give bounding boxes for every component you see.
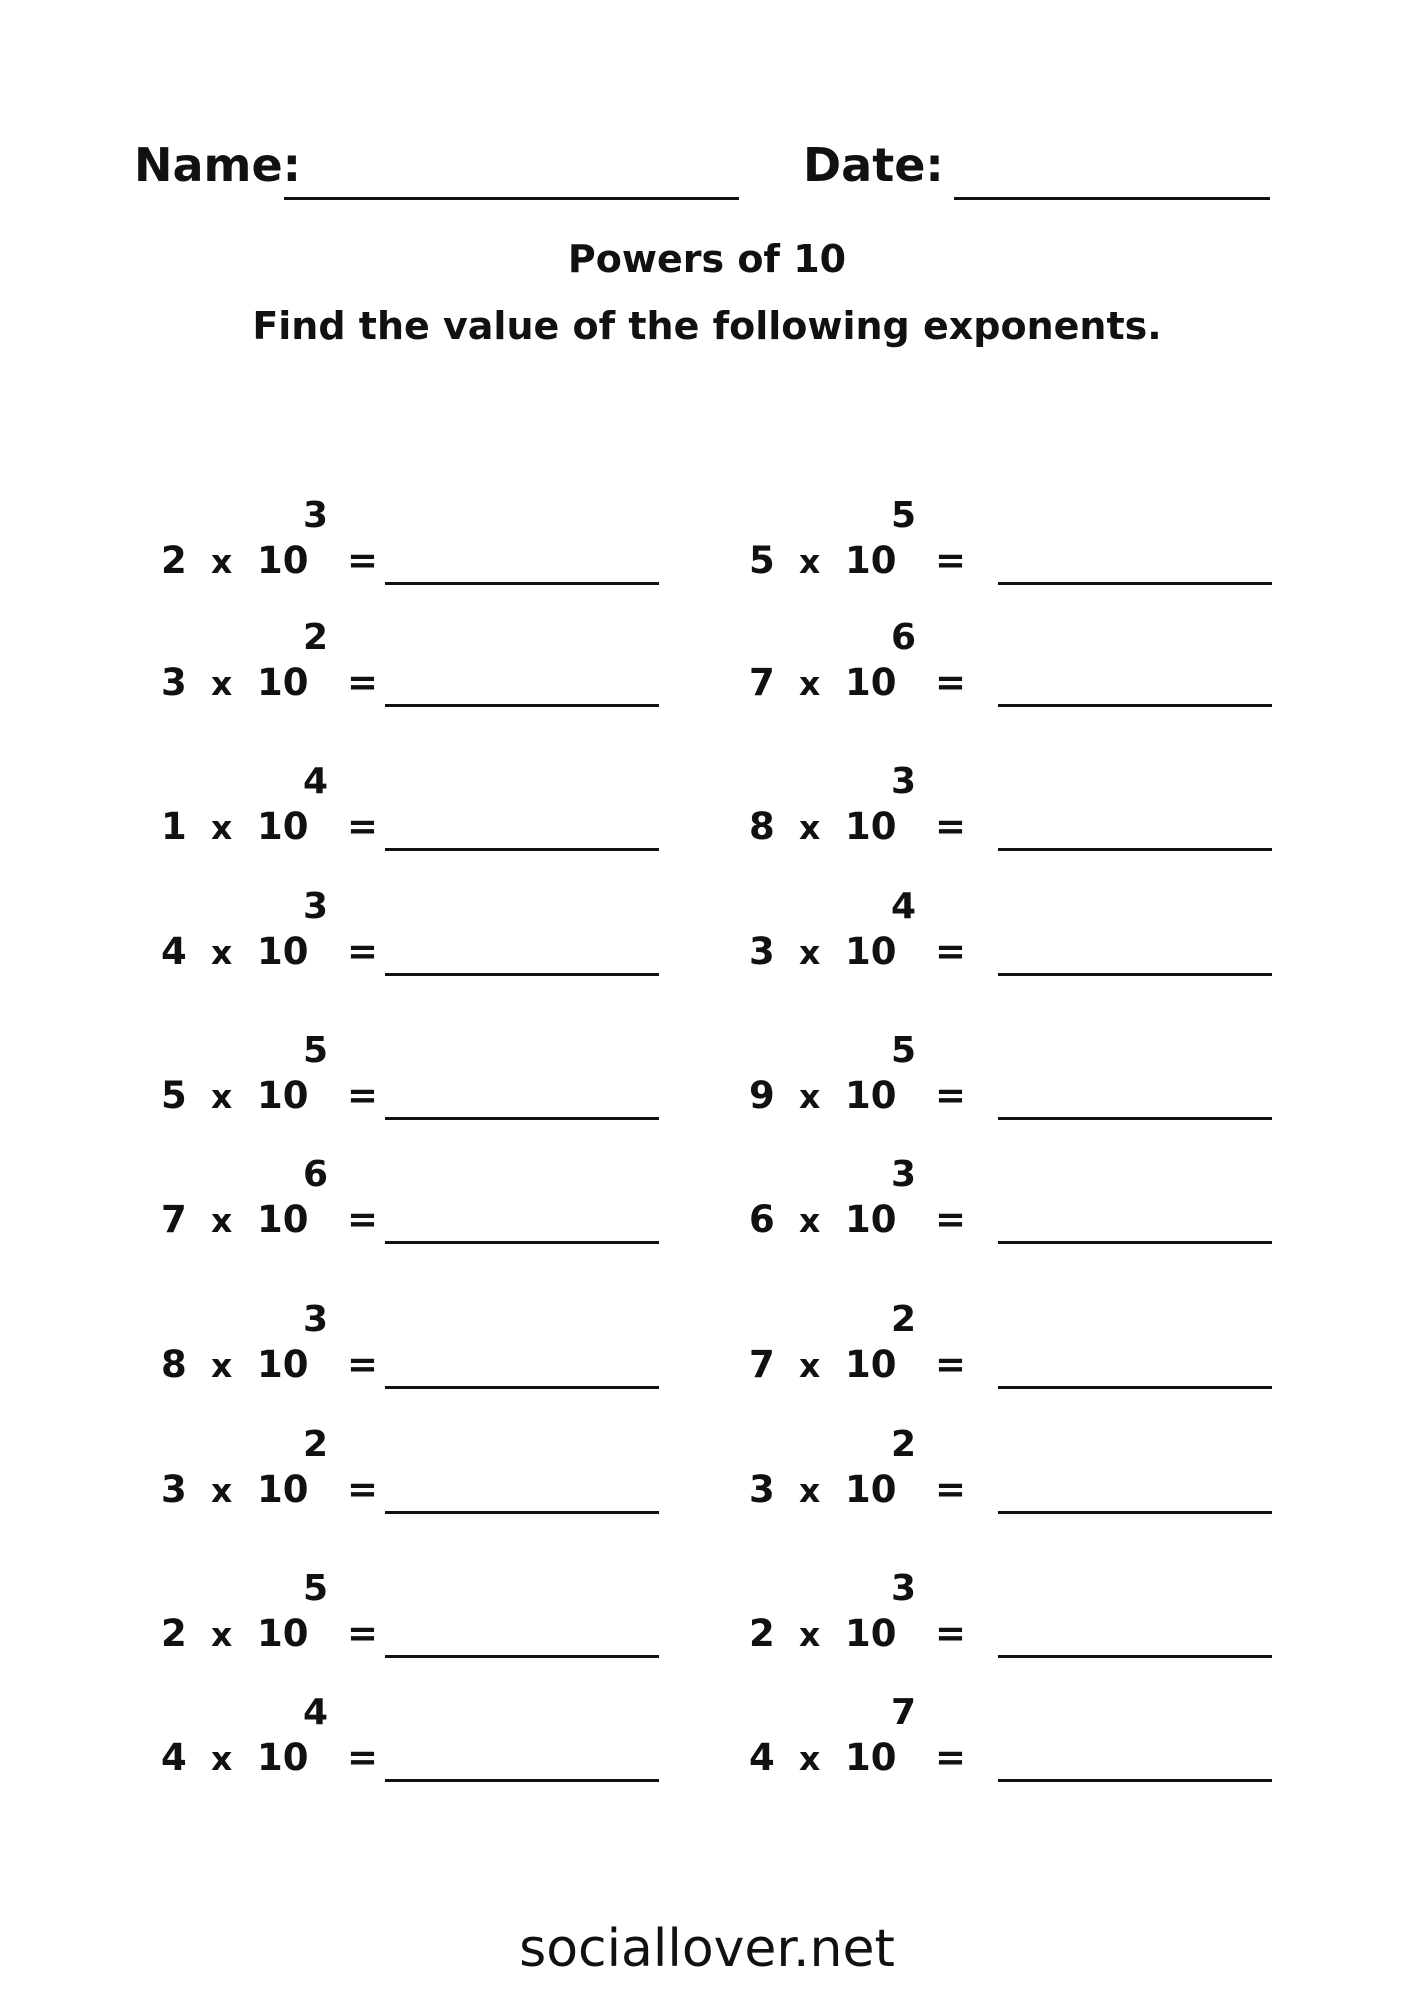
equals-sign: =: [935, 805, 967, 848]
equals-sign: =: [935, 1343, 967, 1386]
date-blank-line[interactable]: [954, 197, 1270, 200]
problem-row: [161, 1030, 721, 1133]
answer-blank-line[interactable]: [998, 1386, 1272, 1389]
multiply-sign: x: [799, 664, 821, 703]
problem-base: 10: [845, 1074, 897, 1117]
multiply-sign: x: [211, 1346, 233, 1385]
multiply-sign: x: [211, 933, 233, 972]
problem-coefficient: 2: [749, 1612, 775, 1655]
problem-row: [161, 1568, 721, 1671]
problem-base: 10: [257, 1736, 309, 1779]
problem-exponent: 2: [891, 1299, 917, 1340]
problem-coefficient: 8: [161, 1343, 187, 1386]
problem-exponent: 6: [303, 1154, 329, 1195]
problem-row: [161, 886, 721, 989]
problem-exponent: 2: [891, 1424, 917, 1465]
problem-coefficient: 1: [161, 805, 187, 848]
multiply-sign: x: [211, 1201, 233, 1240]
problem-base: 10: [845, 1198, 897, 1241]
problem-coefficient: 2: [161, 1612, 187, 1655]
answer-blank-line[interactable]: [998, 582, 1272, 585]
problem-exponent: 7: [891, 1692, 917, 1733]
problem-exponent: 4: [303, 761, 329, 802]
problem-row: [161, 1692, 721, 1795]
multiply-sign: x: [211, 664, 233, 703]
problem-exponent: 2: [303, 1424, 329, 1465]
equals-sign: =: [935, 661, 967, 704]
problem-base: 10: [257, 1468, 309, 1511]
multiply-sign: x: [799, 1471, 821, 1510]
worksheet-instructions: Find the value of the following exponents.: [252, 304, 1162, 348]
problem-coefficient: 7: [161, 1198, 187, 1241]
equals-sign: =: [347, 1343, 379, 1386]
problem-base: 10: [257, 1198, 309, 1241]
equals-sign: =: [347, 661, 379, 704]
problem-row: [749, 1568, 1309, 1671]
answer-blank-line[interactable]: [998, 704, 1272, 707]
problem-base: 10: [257, 930, 309, 973]
equals-sign: =: [347, 1612, 379, 1655]
answer-blank-line[interactable]: [385, 1511, 659, 1514]
multiply-sign: x: [211, 1471, 233, 1510]
problem-row: [161, 761, 721, 864]
problem-base: 10: [257, 805, 309, 848]
multiply-sign: x: [799, 1346, 821, 1385]
problem-coefficient: 4: [749, 1736, 775, 1779]
problem-row: [749, 1030, 1309, 1133]
problem-coefficient: 5: [749, 539, 775, 582]
problem-row: [161, 1299, 721, 1402]
problem-coefficient: 5: [161, 1074, 187, 1117]
multiply-sign: x: [211, 1739, 233, 1778]
problem-row: [749, 1424, 1309, 1527]
problem-exponent: 3: [303, 495, 329, 536]
problem-exponent: 6: [891, 617, 917, 658]
answer-blank-line[interactable]: [998, 1779, 1272, 1782]
problem-row: [749, 617, 1309, 720]
equals-sign: =: [935, 1074, 967, 1117]
answer-blank-line[interactable]: [998, 848, 1272, 851]
answer-blank-line[interactable]: [385, 1655, 659, 1658]
footer-website: sociallover.net: [519, 1919, 895, 1979]
multiply-sign: x: [211, 542, 233, 581]
problem-exponent: 5: [891, 495, 917, 536]
problem-coefficient: 7: [749, 1343, 775, 1386]
equals-sign: =: [347, 1736, 379, 1779]
problem-base: 10: [845, 1468, 897, 1511]
problem-base: 10: [845, 1343, 897, 1386]
problem-base: 10: [845, 930, 897, 973]
answer-blank-line[interactable]: [385, 1117, 659, 1120]
problem-coefficient: 9: [749, 1074, 775, 1117]
problem-coefficient: 8: [749, 805, 775, 848]
answer-blank-line[interactable]: [998, 1655, 1272, 1658]
equals-sign: =: [347, 539, 379, 582]
answer-blank-line[interactable]: [385, 582, 659, 585]
answer-blank-line[interactable]: [385, 848, 659, 851]
problem-coefficient: 4: [161, 1736, 187, 1779]
problem-base: 10: [845, 1736, 897, 1779]
equals-sign: =: [347, 1468, 379, 1511]
problem-exponent: 2: [303, 617, 329, 658]
problem-row: [749, 761, 1309, 864]
name-blank-line[interactable]: [284, 197, 739, 200]
equals-sign: =: [935, 1198, 967, 1241]
multiply-sign: x: [799, 1739, 821, 1778]
problem-coefficient: 3: [161, 1468, 187, 1511]
multiply-sign: x: [799, 1615, 821, 1654]
problem-exponent: 4: [303, 1692, 329, 1733]
multiply-sign: x: [799, 808, 821, 847]
problem-base: 10: [845, 539, 897, 582]
multiply-sign: x: [799, 1201, 821, 1240]
problem-coefficient: 2: [161, 539, 187, 582]
problem-base: 10: [257, 1612, 309, 1655]
equals-sign: =: [935, 930, 967, 973]
multiply-sign: x: [799, 1077, 821, 1116]
multiply-sign: x: [799, 542, 821, 581]
answer-blank-line[interactable]: [998, 1117, 1272, 1120]
problem-coefficient: 3: [161, 661, 187, 704]
problem-exponent: 3: [891, 761, 917, 802]
multiply-sign: x: [211, 808, 233, 847]
equals-sign: =: [347, 1198, 379, 1241]
answer-blank-line[interactable]: [998, 1511, 1272, 1514]
problem-base: 10: [257, 539, 309, 582]
equals-sign: =: [347, 805, 379, 848]
problem-coefficient: 6: [749, 1198, 775, 1241]
date-label: Date:: [803, 138, 944, 192]
answer-blank-line[interactable]: [385, 704, 659, 707]
answer-blank-line[interactable]: [385, 1779, 659, 1782]
equals-sign: =: [347, 1074, 379, 1117]
answer-blank-line[interactable]: [385, 1386, 659, 1389]
problem-base: 10: [845, 805, 897, 848]
answer-blank-line[interactable]: [998, 973, 1272, 976]
problem-row: [161, 1154, 721, 1257]
problem-base: 10: [257, 1074, 309, 1117]
multiply-sign: x: [211, 1077, 233, 1116]
problem-base: 10: [845, 1612, 897, 1655]
equals-sign: =: [935, 1736, 967, 1779]
problem-row: [749, 1692, 1309, 1795]
answer-blank-line[interactable]: [385, 1241, 659, 1244]
multiply-sign: x: [211, 1615, 233, 1654]
problem-row: [161, 617, 721, 720]
problem-exponent: 5: [303, 1030, 329, 1071]
worksheet-title: Powers of 10: [567, 237, 847, 281]
problem-base: 10: [257, 1343, 309, 1386]
equals-sign: =: [347, 930, 379, 973]
problem-row: [161, 1424, 721, 1527]
problem-row: [749, 1299, 1309, 1402]
problem-exponent: 4: [891, 886, 917, 927]
problem-coefficient: 3: [749, 930, 775, 973]
problem-exponent: 3: [891, 1568, 917, 1609]
name-label: Name:: [134, 138, 302, 192]
problem-row: [749, 495, 1309, 598]
problem-base: 10: [257, 661, 309, 704]
problem-exponent: 5: [303, 1568, 329, 1609]
problem-exponent: 5: [891, 1030, 917, 1071]
problem-coefficient: 3: [749, 1468, 775, 1511]
equals-sign: =: [935, 1468, 967, 1511]
problem-row: [749, 886, 1309, 989]
answer-blank-line[interactable]: [998, 1241, 1272, 1244]
problem-coefficient: 4: [161, 930, 187, 973]
equals-sign: =: [935, 539, 967, 582]
problem-base: 10: [845, 661, 897, 704]
equals-sign: =: [935, 1612, 967, 1655]
answer-blank-line[interactable]: [385, 973, 659, 976]
problem-row: [161, 495, 721, 598]
problem-exponent: 3: [891, 1154, 917, 1195]
problem-exponent: 3: [303, 1299, 329, 1340]
multiply-sign: x: [799, 933, 821, 972]
problem-row: [749, 1154, 1309, 1257]
problem-exponent: 3: [303, 886, 329, 927]
problem-coefficient: 7: [749, 661, 775, 704]
